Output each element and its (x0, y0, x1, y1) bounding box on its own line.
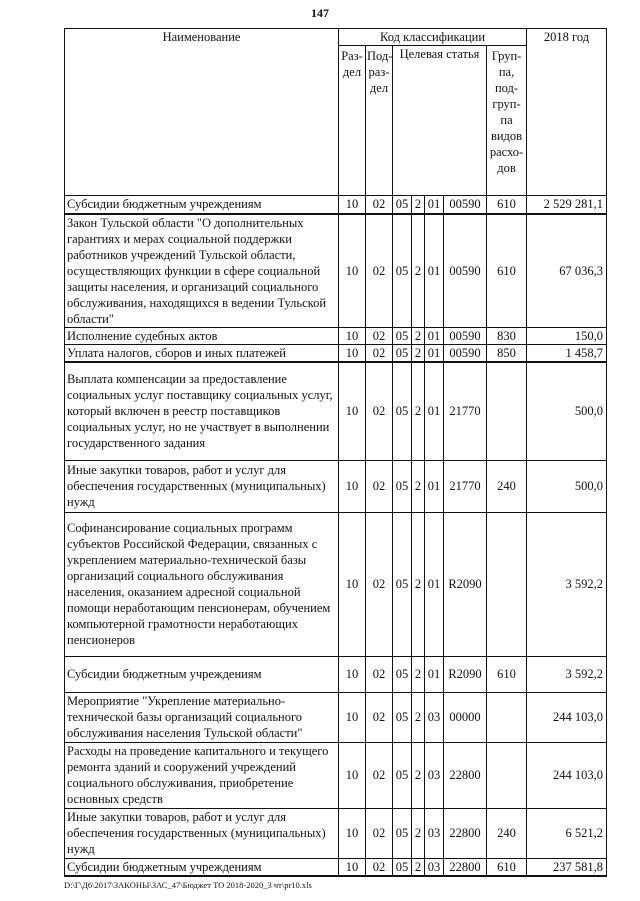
row-expense-type: 240 (487, 808, 527, 858)
header-razdel: Раз- дел (339, 46, 366, 196)
row-target-subprogram: 2 (412, 460, 425, 512)
row-target-event: 03 (425, 808, 444, 858)
row-amount-2018: 244 103,0 (527, 692, 607, 742)
row-target-direction: 00590 (444, 214, 487, 328)
row-name: Уплата налогов, сборов и иных платежей (65, 345, 339, 363)
row-target-event: 01 (425, 362, 444, 460)
row-podrazdel: 02 (366, 512, 393, 656)
row-target-direction: 00590 (444, 345, 487, 363)
row-amount-2018: 3 592,2 (527, 512, 607, 656)
row-expense-type: 610 (487, 196, 527, 214)
table-row (65, 808, 607, 858)
row-target-program: 05 (393, 345, 412, 363)
row-amount-2018: 500,0 (527, 460, 607, 512)
row-razdel: 10 (339, 196, 366, 214)
row-target-program: 05 (393, 214, 412, 328)
row-target-program: 05 (393, 460, 412, 512)
row-razdel: 10 (339, 328, 366, 345)
row-target-direction: R2090 (444, 656, 487, 692)
row-target-direction: 22800 (444, 808, 487, 858)
row-amount-2018: 6 521,2 (527, 808, 607, 858)
row-podrazdel: 02 (366, 692, 393, 742)
table-row (65, 214, 607, 328)
row-amount-2018: 237 581,8 (527, 858, 607, 876)
row-name: Мероприятие "Укрепление материально-технической базы организаций социального обслуживания населения Тульской области" (65, 692, 339, 742)
table-row (65, 692, 607, 742)
row-podrazdel: 02 (366, 328, 393, 345)
row-name: Расходы на проведение капитального и текущего ремонта зданий и сооружений учреждений социального обслуживания, приобретение основных средств (65, 742, 339, 808)
table-row (65, 345, 607, 363)
row-target-direction: 00000 (444, 692, 487, 742)
row-name: Субсидии бюджетным учреждениям (65, 196, 339, 214)
row-name: Иные закупки товаров, работ и услуг для обеспечения государственных (муниципальных) нужд (65, 460, 339, 512)
table-row (65, 858, 607, 876)
header-target-article: Целевая статья (393, 46, 487, 196)
file-path-footer: D:\Г\Д6\2017\ЗАКОНЫ\ЗАС_47\Бюджет ТО 2018-2020_3 чт\pr10.xls (64, 880, 312, 890)
header-row-1 (65, 29, 607, 46)
row-target-direction: R2090 (444, 512, 487, 656)
row-amount-2018: 244 103,0 (527, 742, 607, 808)
row-expense-type (487, 512, 527, 656)
table-body (65, 196, 607, 876)
row-amount-2018: 3 592,2 (527, 656, 607, 692)
table-row (65, 460, 607, 512)
row-target-event: 03 (425, 692, 444, 742)
row-target-subprogram: 2 (412, 362, 425, 460)
row-target-direction: 22800 (444, 858, 487, 876)
row-name: Исполнение судебных актов (65, 328, 339, 345)
row-target-event: 01 (425, 328, 444, 345)
row-razdel: 10 (339, 345, 366, 363)
row-target-event: 01 (425, 345, 444, 363)
row-amount-2018: 67 036,3 (527, 214, 607, 328)
row-target-subprogram: 2 (412, 692, 425, 742)
row-target-program: 05 (393, 808, 412, 858)
row-razdel: 10 (339, 512, 366, 656)
row-amount-2018: 500,0 (527, 362, 607, 460)
row-target-event: 03 (425, 858, 444, 876)
row-razdel: 10 (339, 656, 366, 692)
row-target-subprogram: 2 (412, 512, 425, 656)
row-target-program: 05 (393, 196, 412, 214)
row-amount-2018: 150,0 (527, 328, 607, 345)
row-name: Выплата компенсации за предоставление социальных услуг поставщику социальных услуг, который включен в реестр поставщиков социальных услуг, но не участвует в выполнении государственного задания (65, 362, 339, 460)
table-row (65, 362, 607, 460)
row-razdel: 10 (339, 808, 366, 858)
row-expense-type: 610 (487, 214, 527, 328)
row-name: Закон Тульской области "О дополнительных гарантиях и мерах социальной поддержки работников учреждений Тульской области, осуществляющих функции в сфере социальной защиты населения, и организаций социального обслуживания, находящихся в ведении Тульской области" (65, 214, 339, 328)
row-name: Субсидии бюджетным учреждениям (65, 858, 339, 876)
row-expense-type: 830 (487, 328, 527, 345)
row-expense-type: 240 (487, 460, 527, 512)
row-podrazdel: 02 (366, 214, 393, 328)
row-name: Софинансирование социальных программ субъектов Российской Федерации, связанных с укреплением материально-технической базы организаций социального обслуживания населения, оказанием адресной социальной помощи неработающим пенсионерам, обучением компьютерной грамотности неработающих пенсионеров (65, 512, 339, 656)
table-row (65, 656, 607, 692)
row-razdel: 10 (339, 460, 366, 512)
row-target-program: 05 (393, 362, 412, 460)
row-razdel: 10 (339, 742, 366, 808)
row-target-direction: 21770 (444, 460, 487, 512)
row-target-event: 01 (425, 512, 444, 656)
row-razdel: 10 (339, 858, 366, 876)
row-target-subprogram: 2 (412, 742, 425, 808)
row-expense-type (487, 362, 527, 460)
row-target-program: 05 (393, 656, 412, 692)
header-name: Наименование (65, 29, 339, 196)
row-podrazdel: 02 (366, 742, 393, 808)
row-target-direction: 00590 (444, 328, 487, 345)
table-row (65, 742, 607, 808)
row-target-direction: 22800 (444, 742, 487, 808)
row-target-event: 01 (425, 196, 444, 214)
row-expense-type (487, 742, 527, 808)
row-target-subprogram: 2 (412, 214, 425, 328)
row-podrazdel: 02 (366, 196, 393, 214)
row-target-program: 05 (393, 692, 412, 742)
row-target-subprogram: 2 (412, 196, 425, 214)
row-name: Субсидии бюджетным учреждениям (65, 656, 339, 692)
row-podrazdel: 02 (366, 808, 393, 858)
row-target-subprogram: 2 (412, 328, 425, 345)
row-target-program: 05 (393, 328, 412, 345)
row-target-subprogram: 2 (412, 345, 425, 363)
row-podrazdel: 02 (366, 858, 393, 876)
row-target-event: 01 (425, 656, 444, 692)
row-razdel: 10 (339, 692, 366, 742)
row-expense-type: 850 (487, 345, 527, 363)
row-target-program: 05 (393, 858, 412, 876)
header-classification: Код классификации (339, 29, 527, 46)
row-target-subprogram: 2 (412, 656, 425, 692)
row-target-event: 01 (425, 214, 444, 328)
page-number: 147 (311, 6, 329, 20)
table-row (65, 512, 607, 656)
row-target-subprogram: 2 (412, 808, 425, 858)
table-row (65, 196, 607, 214)
row-name: Иные закупки товаров, работ и услуг для обеспечения государственных (муниципальных) нужд (65, 808, 339, 858)
row-target-event: 03 (425, 742, 444, 808)
row-podrazdel: 02 (366, 362, 393, 460)
row-target-subprogram: 2 (412, 858, 425, 876)
row-target-event: 01 (425, 460, 444, 512)
row-expense-type: 610 (487, 656, 527, 692)
row-podrazdel: 02 (366, 460, 393, 512)
header-podrazdel: Под- раз- дел (366, 46, 393, 196)
row-target-direction: 21770 (444, 362, 487, 460)
table-row (65, 328, 607, 345)
row-expense-type: 610 (487, 858, 527, 876)
header-year: 2018 год (527, 29, 607, 196)
row-podrazdel: 02 (366, 656, 393, 692)
row-amount-2018: 1 458,7 (527, 345, 607, 363)
row-razdel: 10 (339, 362, 366, 460)
row-target-program: 05 (393, 512, 412, 656)
row-amount-2018: 2 529 281,1 (527, 196, 607, 214)
budget-table (64, 28, 607, 877)
row-target-direction: 00590 (444, 196, 487, 214)
row-target-program: 05 (393, 742, 412, 808)
row-podrazdel: 02 (366, 345, 393, 363)
row-razdel: 10 (339, 214, 366, 328)
header-expense-group: Груп- па, под- груп- па видов расхо- дов (487, 46, 527, 196)
row-expense-type (487, 692, 527, 742)
